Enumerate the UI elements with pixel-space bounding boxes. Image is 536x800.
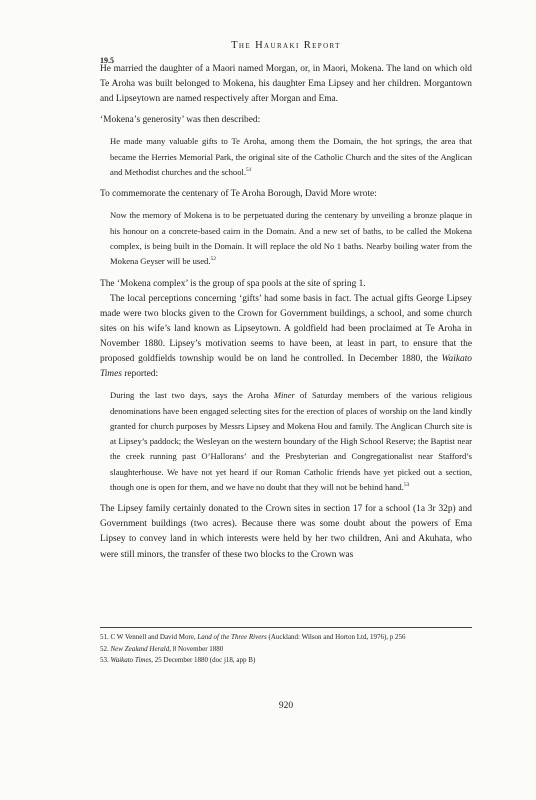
- block-quote: He made many valuable gifts to Te Aroha, among them the Domain, the hot springs, the area that became the Herries Memorial Park, the original site of the Catholic Church and the sites of the Anglican and Methodist churches and the school.$^{51}$: [110, 136, 472, 177]
- paragraph: The Lipsey family certainly donated to the Crown sites in section 17 for a school (1a 3r 32p) and Government buildings (two acres). Because there was some doubt about the powers of Ema Lipsey to convey land in which interests were held by her two children, Ani and Akuhata, who were still minors, the transfer of these two blocks to the Crown was: [100, 504, 472, 560]
- footnote: 52. New Zealand Herald, 8 November 1880: [100, 644, 224, 653]
- footnotes: [100, 632, 472, 667]
- footnote-ref[interactable]: 52: [210, 256, 216, 263]
- block-quote: During the last two days, says the Aroha Miner of Saturday members of the various religious denominations have been engaged selecting sites for the erection of places of worship on the land kindly granted for church purposes by Messrs Lipsey and Mokena Hou and family. The Anglican Church site is at Lipsey’s paddock; the Wesleyan on the western boundary of the High School Reserve; the Baptist near the creek running past O’Hallorans’ and the Presbyterian and Congregationalist near Stafford’s slaughterhouse. We have not yet heard if our Roman Catholic friends have yet picked out a section, though one is open for them, and we have no doubt that they will not be behind hand.$^{53}$: [110, 390, 473, 492]
- footnote: 51. C W Vennell and David More, Land of the Three Rivers (Auckland: Wilson and Horton Ltd, 1976), p 256: [100, 633, 406, 641]
- paragraph: To commemorate the centenary of Te Aroha Borough, David More wrote:: [100, 189, 377, 200]
- footnote: 53. Waikato Times, 25 December 1880 (doc j18, app B): [100, 656, 256, 665]
- footnote-ref[interactable]: 51: [246, 167, 252, 174]
- paragraph: The ‘Mokena complex’ is the group of spa pools at the site of spring 1.: [100, 278, 366, 289]
- paragraph: ‘Mokena’s generosity’ was then described:: [100, 115, 261, 126]
- section-number: 19.5: [100, 56, 114, 65]
- paragraph: The local perceptions concerning ‘gifts’ had some basis in fact. The actual gifts George Lipsey made were two blocks given to the Crown for Government buildings, a school, and some church sites on his wife’s land known as Lipseytown. A goldfield had been proclaimed at Te Aroha in November 1880. Lipsey’s motivation seems to have been, at least in part, to ensure that the proposed goldfields township would be on land he controlled. In December 1880, the Waikato Times reported:: [100, 293, 472, 380]
- block-quote: Now the memory of Mokena is to be perpetuated during the centenary by unveiling a bronze plaque in his honour on a concrete-based cairn in the Domain. And a new set of baths, to be called the Mokena complex, is being built in the Domain. It will replace the old No 1 baths. Nearby boiling water from the Mokena Geyser will be used.$^{52}$: [110, 210, 472, 267]
- footnote-divider: [100, 627, 472, 628]
- body-text: [100, 62, 472, 563]
- paragraph: He married the daughter of a Maori named Morgan, or, in Maori, Mokena. The land on which old Te Aroha was built belonged to Mokena, his daughter Ema Lipsey and her children. Morgantown and Lipseytown are named respectively after Morgan and Ema.: [100, 64, 472, 105]
- page-number: 920: [278, 701, 294, 711]
- footnote-ref[interactable]: 53: [403, 482, 410, 489]
- running-header: The Hauraki Report: [231, 40, 341, 51]
